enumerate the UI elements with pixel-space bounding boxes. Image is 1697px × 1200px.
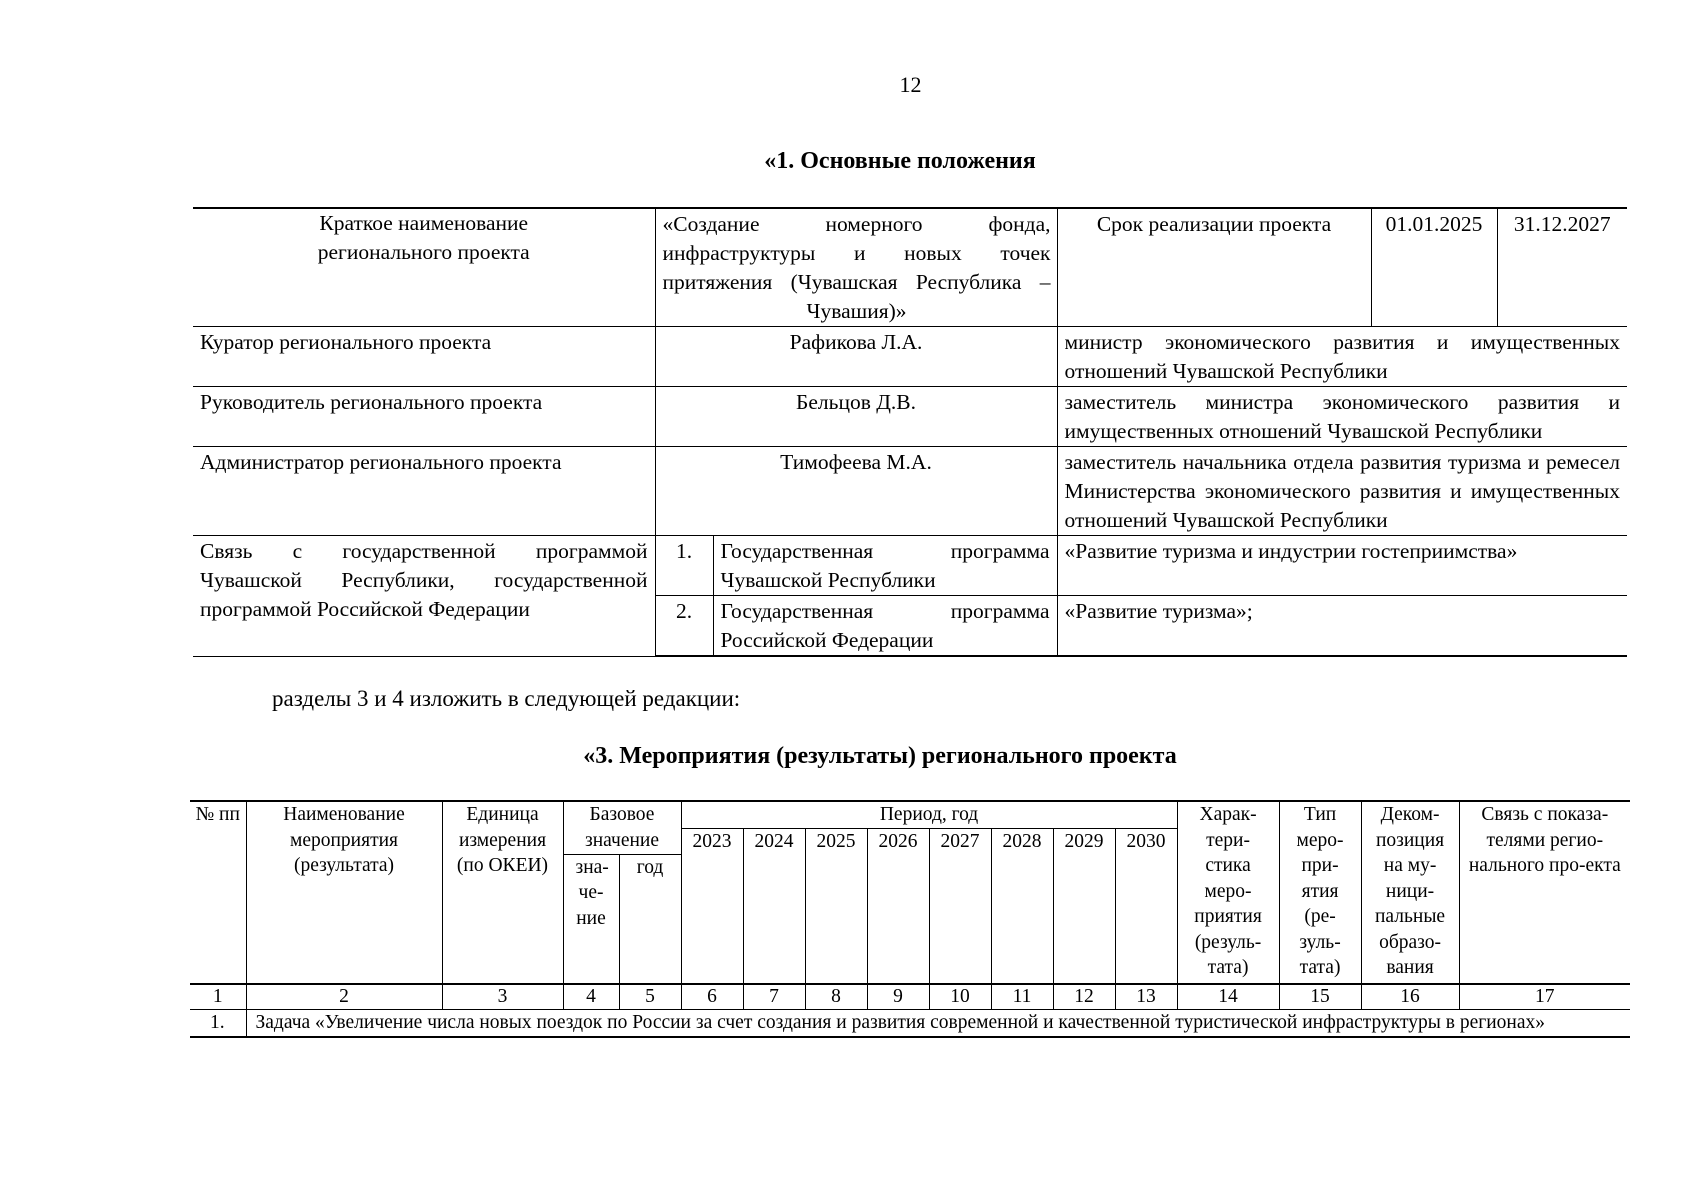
col-header-year: 2027	[929, 828, 991, 984]
section3-title: «3. Мероприятия (результаты) регионального проекта	[583, 743, 1177, 769]
task-row	[190, 1010, 1630, 1037]
column-number: 6	[681, 984, 743, 1010]
administrator-person: Тимофеева М.А.	[655, 447, 1057, 536]
term-label: Срок реализации проекта	[1057, 208, 1371, 327]
col-header-characteristic: Харак-тери-стика меро-приятия (резуль-тата)	[1177, 801, 1279, 984]
column-number: 17	[1459, 984, 1630, 1010]
column-number: 1	[190, 984, 246, 1010]
term-end: 31.12.2027	[1497, 208, 1627, 327]
intro-text: разделы 3 и 4 изложить в следующей редакции:	[272, 686, 741, 711]
col-header-name: Наименование мероприятия (результата)	[246, 801, 442, 984]
column-number: 15	[1279, 984, 1361, 1010]
col-header-year: 2023	[681, 828, 743, 984]
column-number: 13	[1115, 984, 1177, 1010]
program-name: Государственная программа Российской Федерации	[713, 596, 1057, 657]
section1-title: «1. Основные положения	[764, 148, 1036, 174]
program-num: 1.	[655, 536, 713, 596]
curator-label: Куратор регионального проекта	[193, 327, 655, 387]
manager-label: Руководитель регионального проекта	[193, 387, 655, 447]
program-num: 2.	[655, 596, 713, 657]
curator-position: министр экономического развития и имущественных отношений Чувашской Республики	[1057, 327, 1627, 387]
main-provisions-table	[193, 207, 1627, 657]
col-header-year: 2025	[805, 828, 867, 984]
manager-person: Бельцов Д.В.	[655, 387, 1057, 447]
column-number: 5	[619, 984, 681, 1010]
col-header-type: Тип меро-при-ятия (ре-зуль-тата)	[1279, 801, 1361, 984]
column-number: 14	[1177, 984, 1279, 1010]
column-number: 9	[867, 984, 929, 1010]
table-row	[193, 327, 1627, 387]
column-number: 3	[442, 984, 563, 1010]
col-header-unit: Единица измерения (по ОКЕИ)	[442, 801, 563, 984]
term-start: 01.01.2025	[1371, 208, 1497, 327]
curator-person: Рафикова Л.А.	[655, 327, 1057, 387]
administrator-position: заместитель начальника отдела развития туризма и ремесел Министерства экономического развития и имущественных отношений Чувашской Республики	[1057, 447, 1627, 536]
col-header-year: 2029	[1053, 828, 1115, 984]
column-number: 4	[563, 984, 619, 1010]
short-name-value: «Создание номерного фонда, инфраструктуры и новых точек притяжения (Чувашская Республика – Чувашия)»	[655, 208, 1057, 327]
table-header-row	[190, 801, 1630, 828]
col-header-year: 2030	[1115, 828, 1177, 984]
table-row	[193, 447, 1627, 536]
column-number: 7	[743, 984, 805, 1010]
table-row	[193, 536, 1627, 596]
program-link-label: Связь с государственной программой Чувашской Республики, государственной программой Российской Федерации	[193, 536, 655, 657]
column-number-row	[190, 984, 1630, 1010]
table-row	[193, 208, 1627, 327]
col-header-period: Период, год	[681, 801, 1177, 828]
program-name: Государственная программа Чувашской Республики	[713, 536, 1057, 596]
col-header-base-year: год	[619, 854, 681, 984]
page-number: 12	[899, 72, 922, 97]
short-name-label: Краткое наименование регионального проекта	[193, 208, 655, 327]
column-number: 16	[1361, 984, 1459, 1010]
table-row	[193, 387, 1627, 447]
program-title: «Развитие туризма»;	[1057, 596, 1627, 657]
col-header-year: 2024	[743, 828, 805, 984]
col-header-year: 2026	[867, 828, 929, 984]
column-number: 10	[929, 984, 991, 1010]
col-header-decomposition: Деком-позиция на му-ници-пальные образо-вания	[1361, 801, 1459, 984]
col-header-base: Базовое значение	[563, 801, 681, 854]
task-text: Задача «Увеличение числа новых поездок по России за счет создания и развития современной и качественной туристической инфраструктуры в регионах»	[246, 1010, 1630, 1037]
program-title: «Развитие туризма и индустрии гостеприимства»	[1057, 536, 1627, 596]
col-header-num: № пп	[190, 801, 246, 984]
col-header-base-value: зна-че-ние	[563, 854, 619, 984]
task-num: 1.	[190, 1010, 246, 1037]
column-number: 11	[991, 984, 1053, 1010]
administrator-label: Администратор регионального проекта	[193, 447, 655, 536]
column-number: 2	[246, 984, 442, 1010]
col-header-link: Связь с показа-телями регио-нального про-екта	[1459, 801, 1630, 984]
activities-table	[190, 800, 1630, 1038]
column-number: 12	[1053, 984, 1115, 1010]
manager-position: заместитель министра экономического развития и имущественных отношений Чувашской Республики	[1057, 387, 1627, 447]
col-header-year: 2028	[991, 828, 1053, 984]
column-number: 8	[805, 984, 867, 1010]
